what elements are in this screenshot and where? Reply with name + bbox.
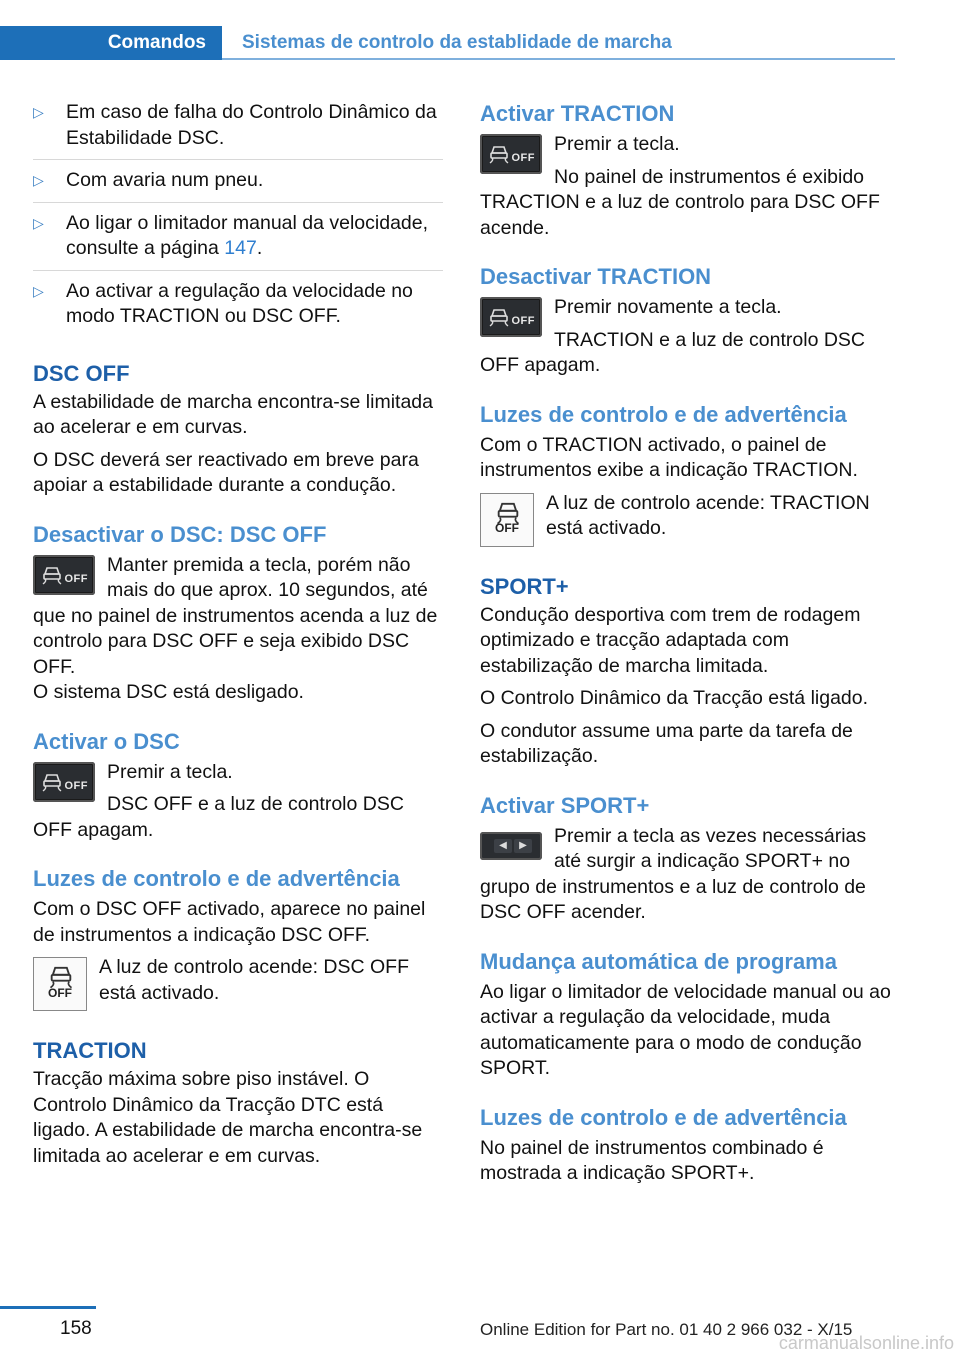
triangle-bullet-icon: ▷	[33, 282, 44, 299]
activate-sport-block	[480, 824, 898, 926]
paragraph: O Controlo Dinâmico da Tracção está ligado.	[480, 687, 869, 709]
arrow-right-icon: ▶	[514, 839, 532, 853]
paragraph: Premir novamente a tecla.	[554, 296, 782, 318]
footer-rule	[0, 1306, 96, 1309]
triangle-bullet-icon: ▷	[33, 172, 44, 188]
paragraph: O sistema DSC está desligado.	[33, 681, 304, 703]
driving-mode-switch-icon	[480, 832, 542, 860]
activate-sport-heading: Activar SPORT+	[480, 792, 650, 818]
indicator-block	[480, 491, 898, 551]
auto-program-heading: Mudança automática de programa	[480, 948, 837, 974]
page-header	[0, 26, 895, 60]
list-item: ▷ Em caso de falha do Controlo Dinâmico da Estabilidade DSC.	[33, 100, 443, 160]
page-number: 158	[60, 1318, 92, 1339]
header-rule	[222, 58, 895, 60]
paragraph: Premir a tecla as vezes necessárias até surgir a indicação SPORT+ no grupo de instrumentos e a luz de controlo de DSC OFF acender.	[480, 824, 867, 923]
paragraph: No painel de instrumentos combinado é mostrada a indicação SPORT+.	[480, 1136, 824, 1184]
triangle-bullet-icon: ▷	[33, 104, 44, 120]
deactivate-dsc-heading: Desactivar o DSC: DSC OFF	[33, 521, 327, 547]
right-column	[480, 100, 898, 1194]
paragraph: O condutor assume uma parte da tarefa de estabilização.	[480, 719, 853, 767]
list-item: ▷ Ao ligar o limitador manual da velocidade, consulte a página 147.	[33, 211, 443, 271]
bullet-list	[33, 100, 443, 338]
deactivate-dsc-block	[33, 553, 443, 681]
watermark: carmanualsonline.info	[778, 1333, 954, 1353]
dsc-off-button-icon: OFF	[33, 762, 95, 802]
arrow-left-icon: ◀	[494, 839, 512, 853]
paragraph: Premir a tecla.	[107, 760, 233, 783]
left-column	[33, 100, 443, 1176]
activate-dsc-block	[33, 760, 443, 844]
activate-traction-heading: Activar TRACTION	[480, 101, 675, 126]
paragraph: Premir a tecla.	[554, 133, 680, 155]
edition-line: Online Edition for Part no. 01 40 2 966 032 - X/15	[480, 1320, 853, 1339]
dsc-off-heading: DSC OFF	[33, 360, 130, 386]
section-breadcrumb[interactable]: Sistemas de controlo da establidade de marcha	[242, 32, 672, 53]
traction-heading: TRACTION	[33, 1038, 147, 1063]
page-link[interactable]: 147	[224, 237, 257, 259]
paragraph: Tracção máxima sobre piso instável. O Controlo Dinâmico da Tracção DTC está ligado. A estabilidade de marcha encontra-se limitada ao acelerar e em curvas.	[33, 1068, 423, 1167]
dsc-off-button-icon: OFF	[480, 297, 542, 337]
dsc-off-indicator-icon: OFF	[480, 493, 534, 547]
lights-heading: Luzes de controlo e de advertência	[33, 866, 400, 891]
paragraph: A luz de controlo acende: DSC OFF está activado.	[99, 956, 409, 1004]
paragraph: Manter premida a tecla, porém não mais do que aprox. 10 segundos, até que no painel de instrumentos acenda a luz de controlo para DSC OFF e seja exibido DSC OFF.	[33, 553, 438, 678]
deactivate-traction-block	[480, 295, 898, 379]
paragraph: Condução desportiva com trem de rodagem optimizado e tracção adaptada com estabilização de marcha limitada.	[480, 603, 861, 677]
dsc-off-button-icon: OFF	[480, 134, 542, 174]
list-item: ▷ Ao activar a regulação da velocidade no modo TRACTION ou DSC OFF.	[33, 279, 413, 327]
deactivate-traction-heading: Desactivar TRACTION	[480, 264, 712, 289]
dsc-off-indicator-icon: OFF	[33, 957, 87, 1011]
paragraph: DSC OFF e a luz de controlo DSC OFF apagam.	[33, 793, 404, 841]
lights-heading: Luzes de controlo e de advertência	[480, 1104, 847, 1130]
paragraph: A estabilidade de marcha encontra-se limitada ao acelerar e em curvas.	[33, 390, 433, 438]
paragraph: Com o DSC OFF activado, aparece no painel de instrumentos a indicação DSC OFF.	[33, 898, 426, 946]
chapter-tab[interactable]: Comandos	[0, 26, 222, 60]
lights-heading: Luzes de controlo e de advertência	[480, 401, 847, 427]
indicator-block	[33, 955, 443, 1015]
paragraph: No painel de instrumentos é exibido TRACTION e a luz de controlo para DSC OFF acende.	[480, 165, 880, 239]
activate-dsc-heading: Activar o DSC	[33, 728, 180, 754]
paragraph: A luz de controlo acende: TRACTION está activado.	[546, 491, 870, 539]
paragraph: Ao ligar o limitador de velocidade manual ou ao activar a regulação da velocidade, muda automaticamente para o modo de condução SPORT.	[480, 980, 891, 1079]
paragraph: TRACTION e a luz de controlo DSC OFF apagam.	[480, 328, 866, 376]
paragraph: O DSC deverá ser reactivado em breve para apoiar a estabilidade durante a condução.	[33, 448, 419, 496]
sport-plus-heading: SPORT+	[480, 573, 569, 599]
paragraph: Com o TRACTION activado, o painel de instrumentos exibe a indicação TRACTION.	[480, 433, 858, 481]
triangle-bullet-icon: ▷	[33, 214, 44, 231]
list-item: ▷ Com avaria num pneu.	[33, 168, 443, 203]
dsc-off-button-icon: OFF	[33, 555, 95, 595]
activate-traction-block	[480, 132, 898, 241]
